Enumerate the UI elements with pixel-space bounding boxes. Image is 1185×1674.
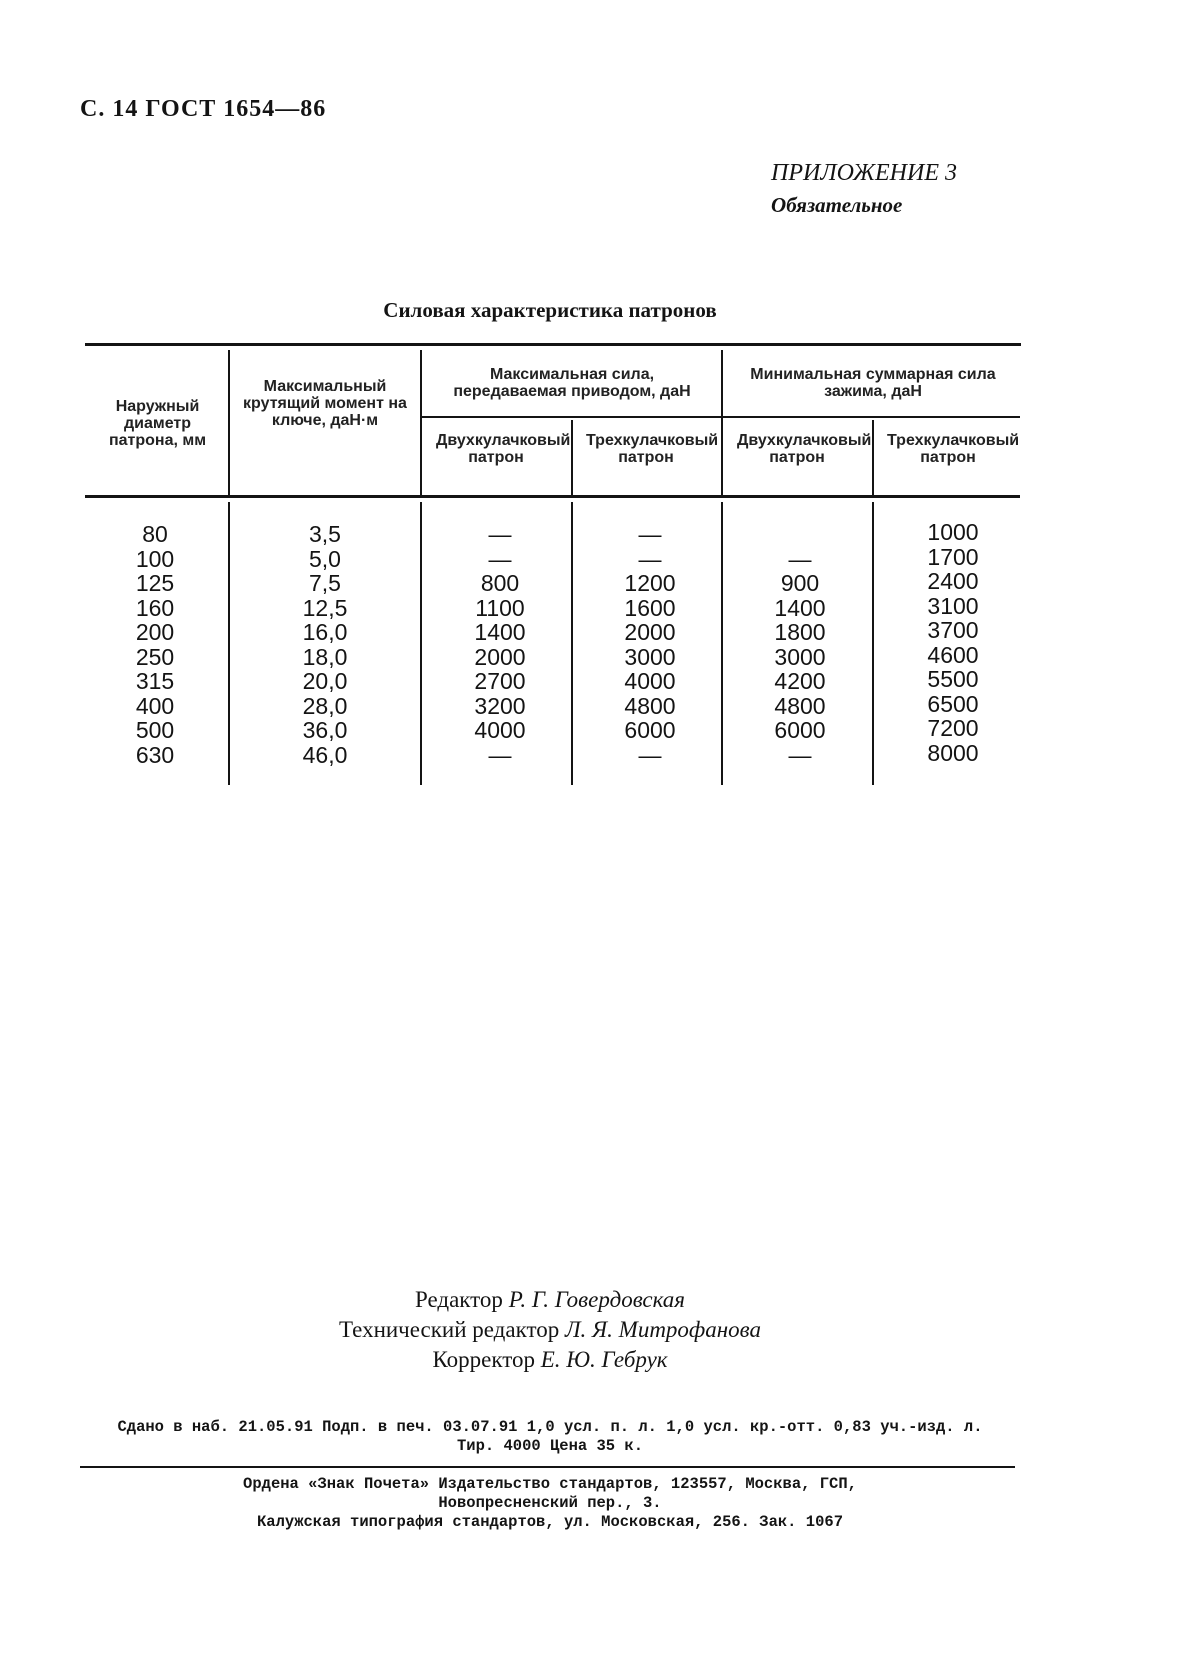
editor-role: Редактор bbox=[415, 1287, 503, 1312]
table-cell: — bbox=[788, 741, 812, 768]
table-cell: 5500 bbox=[927, 666, 979, 692]
table-cell: 16,0 bbox=[302, 619, 348, 645]
col-divider-4 bbox=[721, 350, 723, 495]
header-diameter: Наружный диаметр патрона, мм bbox=[108, 398, 207, 449]
table-cell: — bbox=[638, 521, 662, 547]
table-cell: — bbox=[488, 545, 512, 572]
tech-editor-name: Л. Я. Митрофанова bbox=[564, 1317, 761, 1342]
table-cell: — bbox=[638, 741, 662, 768]
col-divider-3-body bbox=[571, 502, 573, 785]
table-cell: 900 bbox=[780, 570, 820, 596]
imprint-divider bbox=[80, 1466, 1015, 1468]
publisher-block bbox=[80, 1475, 1020, 1532]
credit-editor bbox=[0, 1285, 1100, 1315]
publisher-line-3: Калужская типография стандартов, ул. Московская, 256. Зак. 1067 bbox=[257, 1513, 843, 1531]
table-cell: 7,5 bbox=[309, 570, 341, 596]
table-cell: 4000 bbox=[474, 717, 526, 743]
table-cell: 400 bbox=[135, 692, 175, 719]
col-divider-3 bbox=[571, 420, 573, 495]
credits-block bbox=[0, 1285, 1100, 1375]
table-cell: 1400 bbox=[474, 619, 526, 645]
table-cell bbox=[740, 522, 860, 547]
col-divider-1-body bbox=[228, 502, 230, 785]
table-cell: 800 bbox=[480, 570, 520, 596]
col-divider-5 bbox=[872, 420, 874, 495]
col-divider-4-body bbox=[721, 502, 723, 785]
appendix-status: Обязательное bbox=[771, 193, 903, 217]
table-cell: 3000 bbox=[774, 643, 826, 670]
publisher-line-2: Новопресненский пер., 3. bbox=[438, 1494, 662, 1512]
col-divider-5-body bbox=[872, 502, 874, 785]
header-min-force: Минимальная суммарная сила зажима, даН bbox=[750, 366, 996, 400]
table-cell: 2700 bbox=[474, 668, 526, 694]
tech-editor-role: Технический редактор bbox=[338, 1317, 560, 1342]
table-cell: 28,0 bbox=[302, 692, 348, 719]
table-cell: 5,0 bbox=[309, 545, 341, 572]
column-max-two-jaw bbox=[440, 522, 560, 767]
table-cell: — bbox=[788, 545, 812, 572]
imprint-block bbox=[80, 1418, 1020, 1456]
table-cell: 7200 bbox=[927, 715, 979, 741]
table-cell: 3100 bbox=[927, 592, 979, 619]
table-cell: 630 bbox=[135, 741, 175, 768]
appendix-label: ПРИЛОЖЕНИЕ 3 bbox=[771, 160, 957, 186]
table-cell: 3,5 bbox=[309, 521, 341, 547]
column-min-three-jaw bbox=[893, 520, 1013, 765]
table-cell: 160 bbox=[135, 594, 175, 621]
table-cell: 3700 bbox=[927, 617, 979, 643]
header-max-three-jaw: Трехкулачковый патрон bbox=[586, 432, 719, 466]
table-cell: 18,0 bbox=[302, 643, 348, 670]
table-cell: 2000 bbox=[474, 643, 526, 670]
table-cell: 2400 bbox=[927, 568, 979, 594]
table-cell: 1000 bbox=[927, 519, 979, 545]
table-header-bottom-rule bbox=[85, 495, 1020, 498]
col-divider-2-body bbox=[420, 502, 422, 785]
appendix-block bbox=[771, 160, 957, 218]
table-cell: 315 bbox=[135, 668, 175, 694]
table-cell: 12,5 bbox=[302, 594, 348, 621]
table-cell: 1400 bbox=[774, 594, 826, 621]
table-title: Силовая характеристика патронов bbox=[383, 298, 717, 322]
table-cell: 100 bbox=[135, 545, 175, 572]
table-cell: — bbox=[488, 741, 512, 768]
table-cell: 2000 bbox=[624, 619, 676, 645]
header-torque: Максимальный крутящий момент на ключе, даН·м bbox=[243, 378, 407, 429]
table-cell: 4200 bbox=[774, 668, 826, 694]
table-cell: 1600 bbox=[624, 594, 676, 621]
table-cell: 1200 bbox=[624, 570, 676, 596]
table-cell: — bbox=[488, 521, 512, 547]
table-cell: 200 bbox=[135, 619, 175, 645]
table-cell: 3000 bbox=[624, 643, 676, 670]
table-cell: 6000 bbox=[774, 717, 826, 743]
table-cell: 8000 bbox=[927, 739, 979, 766]
col-divider-1 bbox=[228, 350, 230, 495]
column-diameter bbox=[100, 522, 210, 767]
table-cell: 1700 bbox=[927, 543, 979, 570]
table-cell: 4600 bbox=[927, 641, 979, 668]
column-max-three-jaw bbox=[590, 522, 710, 767]
credit-corrector bbox=[0, 1345, 1100, 1375]
header-max-force: Максимальная сила, передаваемая приводом, даН bbox=[453, 366, 691, 400]
table-cell: 6000 bbox=[624, 717, 676, 743]
table-cell: 500 bbox=[135, 717, 175, 743]
table-cell: 46,0 bbox=[302, 741, 348, 768]
table-cell: 4800 bbox=[624, 692, 676, 719]
corrector-role: Корректор bbox=[432, 1347, 535, 1372]
col-divider-2 bbox=[420, 350, 422, 495]
table-cell: 6500 bbox=[927, 690, 979, 717]
credit-tech-editor bbox=[0, 1315, 1100, 1345]
table-cell: 3200 bbox=[474, 692, 526, 719]
column-min-two-jaw bbox=[740, 522, 860, 767]
table-cell: 125 bbox=[135, 570, 175, 596]
table-cell: 4000 bbox=[624, 668, 676, 694]
page-header: С. 14 ГОСТ 1654—86 bbox=[80, 96, 327, 122]
table-cell: 36,0 bbox=[302, 717, 348, 743]
column-torque bbox=[265, 522, 385, 767]
header-min-three-jaw: Трехкулачковый патрон bbox=[887, 432, 1020, 466]
table-cell: 250 bbox=[135, 643, 175, 670]
table-cell: 4800 bbox=[774, 692, 826, 719]
header-min-two-jaw: Двухкулачковый патрон bbox=[737, 432, 872, 466]
table-cell: 80 bbox=[142, 521, 168, 547]
table-cell: — bbox=[638, 545, 662, 572]
imprint-line-1: Сдано в наб. 21.05.91 Подп. в печ. 03.07.91 1,0 усл. п. л. 1,0 усл. кр.-отт. 0,83 уч.-изд. л. bbox=[117, 1418, 983, 1436]
table-cell: 1800 bbox=[774, 619, 826, 645]
publisher-line-1: Ордена «Знак Почета» Издательство стандартов, 123557, Москва, ГСП, bbox=[243, 1475, 857, 1493]
table-cell: 20,0 bbox=[302, 668, 348, 694]
header-max-two-jaw: Двухкулачковый патрон bbox=[436, 432, 571, 466]
imprint-line-2: Тир. 4000 Цена 35 к. bbox=[456, 1437, 644, 1455]
table-cell: 1100 bbox=[475, 594, 525, 621]
corrector-name: Е. Ю. Гебрук bbox=[540, 1347, 668, 1372]
editor-name: Р. Г. Говердовская bbox=[508, 1287, 685, 1312]
table-top-rule bbox=[85, 343, 1021, 346]
